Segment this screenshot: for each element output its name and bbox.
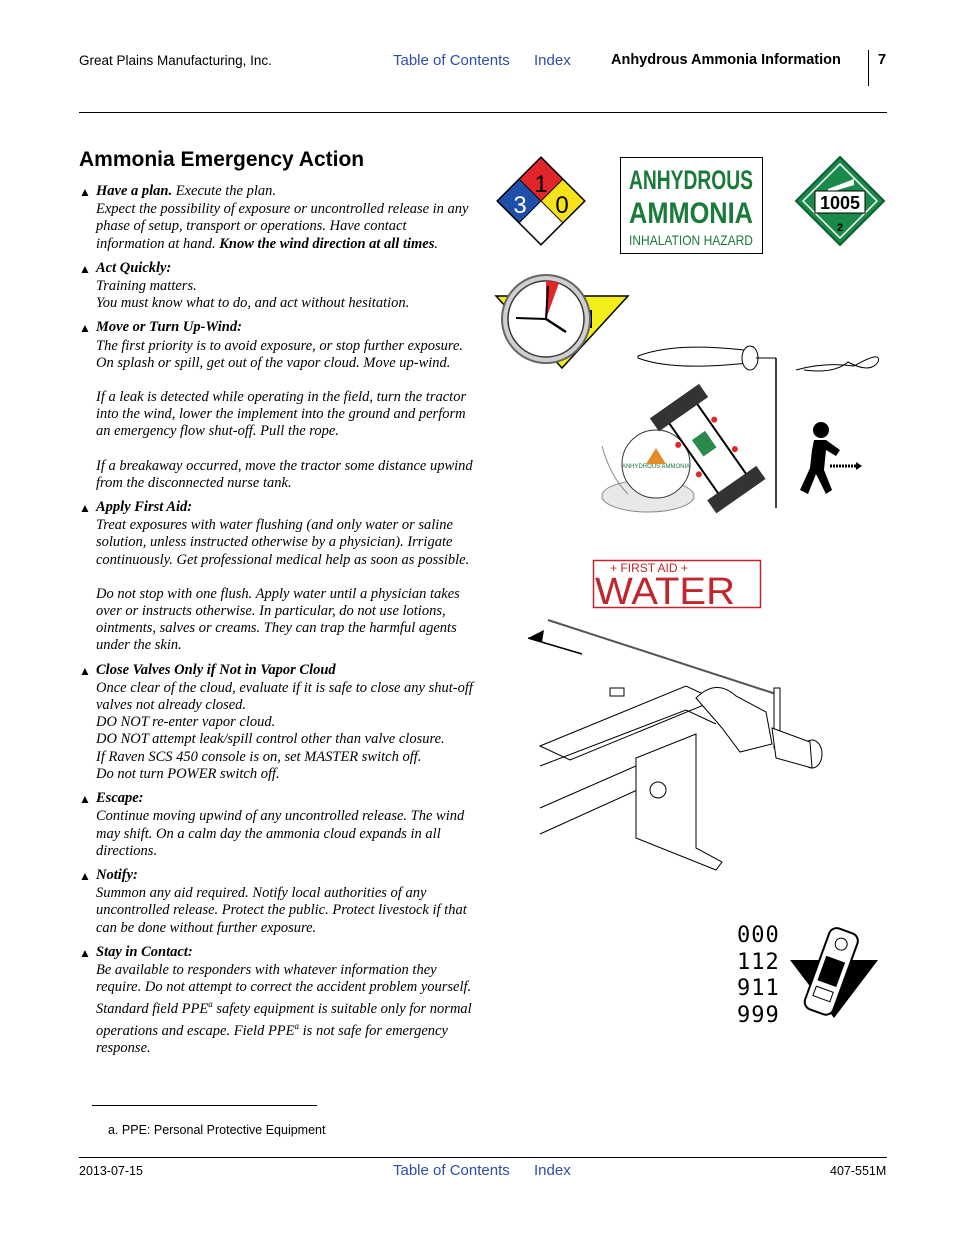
emergency-numbers <box>737 923 780 1029</box>
action-text-segment: Once clear of the cloud, evaluate if it is safe to close any shut-off valves not already closed. <box>96 679 473 714</box>
action-heading: Close Valves Only if Not in Vapor Cloud <box>96 661 336 678</box>
action-text <box>96 295 477 312</box>
hazard-class: 2 <box>836 222 844 234</box>
emergency-number: 112 <box>737 949 780 975</box>
document-number: 407-551M <box>830 1164 887 1178</box>
action-text <box>96 714 477 731</box>
footnote-marker: a <box>294 1021 300 1032</box>
header-divider <box>868 50 869 86</box>
emergency-number: 911 <box>737 976 780 1001</box>
action-text-segment: . <box>434 235 439 252</box>
warning-triangle-icon: ▲ <box>79 663 91 678</box>
action-text-segment: DO NOT attempt leak/spill control other than valve closure. <box>96 731 445 748</box>
emergency-number: 000 <box>737 923 780 948</box>
action-heading: Escape: <box>96 790 144 807</box>
action-item <box>79 662 477 783</box>
action-text-segment: If a breakaway occurred, move the tractor some distance upwind from the disconnected nurse tank. <box>96 457 473 491</box>
action-item <box>79 260 477 313</box>
sign-line-1: ANHYDROUS <box>629 165 753 195</box>
toc-link-footer[interactable]: Table of Contents <box>393 1162 510 1179</box>
footnote-rule <box>92 1105 317 1106</box>
action-text-segment: If Raven SCS 450 console is on, set MASTER switch off. <box>96 748 422 765</box>
action-text <box>96 517 477 569</box>
action-text-segment: Treat exposures with water flushing (and only water or saline solution, unless instructed otherwise by a physician). Irrigate continuously. Get professional medical help as soon as possible. <box>96 517 470 568</box>
action-item <box>79 867 477 937</box>
action-item <box>79 944 477 1058</box>
footnote: a. PPE: Personal Protective Equipment <box>108 1123 326 1137</box>
action-heading: Apply First Aid: <box>96 499 193 516</box>
action-text <box>96 749 477 766</box>
emergency-number: 999 <box>737 1002 780 1028</box>
water-label: WATER <box>595 571 735 613</box>
action-text-segment: Be available to responders with whatever information they require. Do not attempt to correct the accident problem yourself. Standard field PPE <box>96 961 472 1018</box>
action-text-segment: Do not stop with one flush. Apply water until a physician takes over or instructs otherwise. In particular, do not use lotions, ointments, salves or creams. They can trap the harmful agents under the skin. <box>96 585 460 654</box>
warning-triangle-icon: ▲ <box>79 501 91 516</box>
action-text <box>96 885 477 937</box>
shutoff-valve-illustration <box>526 618 826 888</box>
action-heading: Act Quickly: <box>96 259 172 276</box>
action-text-segment: Continue moving upwind of any uncontrolled release. The wind may shift. On a calm day the ammonia cloud expands in all directions. <box>96 808 465 859</box>
warning-triangle-icon: ▲ <box>79 945 91 960</box>
company-name: Great Plains Manufacturing, Inc. <box>79 53 272 68</box>
action-item <box>79 319 477 492</box>
action-item <box>79 183 477 253</box>
action-text <box>96 680 477 714</box>
index-link-footer[interactable]: Index <box>534 1162 571 1179</box>
action-text-segment: Expect the possibility of exposure or uncontrolled release in any phase of setup, transport or operations. Have contact information at hand. <box>96 201 469 252</box>
nfpa-diamond <box>496 156 586 246</box>
person-escaping-icon <box>796 420 862 508</box>
action-text-segment: If a leak is detected while operating in the field, turn the tractor into the wind, lower the implement into the ground and perform an emergency flow shut-off. Pull the rope. <box>96 389 467 440</box>
action-heading: Stay in Contact: <box>96 943 193 960</box>
action-text <box>96 766 477 783</box>
first-aid-label: + FIRST AID + <box>610 561 688 575</box>
un-number: 1005 <box>819 193 861 213</box>
action-item <box>79 790 477 860</box>
footer-rule <box>79 1157 887 1158</box>
sign-line-2: AMMONIA <box>629 197 753 230</box>
action-text <box>96 731 477 748</box>
action-text-segment: is not safe for emergency response. <box>96 1023 448 1057</box>
anhydrous-ammonia-sign <box>620 157 763 254</box>
section-title: Anhydrous Ammonia Information <box>611 52 841 68</box>
action-heading-rest: Execute the plan. <box>172 183 276 199</box>
action-heading: Move or Turn Up-Wind: <box>96 319 242 336</box>
action-heading: Have a plan. <box>96 183 173 199</box>
action-text <box>96 586 477 655</box>
nfpa-flammability-value: 1 <box>534 171 548 198</box>
act-quickly-clock-icon <box>494 274 630 370</box>
first-aid-water-sign <box>593 560 761 613</box>
warning-triangle-icon: ▲ <box>79 321 91 336</box>
action-text <box>96 962 477 1058</box>
action-text-segment: Training matters. <box>96 278 197 295</box>
warning-triangle-icon: ▲ <box>79 792 91 807</box>
header-rule <box>79 112 887 113</box>
nfpa-instability-value: 0 <box>555 192 569 219</box>
phone-icon <box>788 926 880 1022</box>
action-list <box>79 183 477 1065</box>
action-text <box>96 338 477 372</box>
action-item <box>79 499 477 655</box>
footnote-marker: a <box>208 999 213 1010</box>
footer-date: 2013-07-15 <box>79 1164 143 1178</box>
warning-triangle-icon: ▲ <box>79 868 91 883</box>
action-text-segment: safety equipment is suitable only for normal operations and escape. Field PPE <box>96 1001 472 1040</box>
tank-label: ANHYDROUS AMMONIA <box>621 464 691 470</box>
warning-triangle-icon: ▲ <box>79 185 91 199</box>
action-text-segment: DO NOT re-enter vapor cloud. <box>96 714 276 731</box>
action-text <box>96 389 477 441</box>
dot-placard <box>794 155 886 247</box>
warning-triangle-icon: ▲ <box>79 261 91 276</box>
toc-link-header[interactable]: Table of Contents <box>393 52 510 69</box>
action-text <box>96 201 477 253</box>
action-text <box>96 458 477 492</box>
action-text-segment: The first priority is to avoid exposure, or stop further exposure. On splash or spill, get out of the vapor cloud. Move up-wind. <box>96 337 464 371</box>
action-text <box>96 808 477 860</box>
action-text-segment: Do not turn POWER switch off. <box>96 765 280 782</box>
sign-line-3: INHALATION HAZARD <box>629 232 753 248</box>
action-text-segment: Summon any aid required. Notify local authorities of any uncontrolled release. Protect the public. Protect livestock if that can be done without further exposure. <box>96 885 467 936</box>
action-text <box>96 278 477 295</box>
page-title: Ammonia Emergency Action <box>79 148 365 171</box>
page-number: 7 <box>878 52 887 68</box>
action-text-emphasis: Know the wind direction at all times <box>219 235 435 252</box>
action-text-segment: You must know what to do, and act without hesitation. <box>96 295 410 312</box>
tractor-upwind-illustration <box>598 386 768 516</box>
index-link-header[interactable]: Index <box>534 52 571 69</box>
nfpa-health-value: 3 <box>513 192 527 219</box>
action-heading: Notify: <box>96 866 138 883</box>
